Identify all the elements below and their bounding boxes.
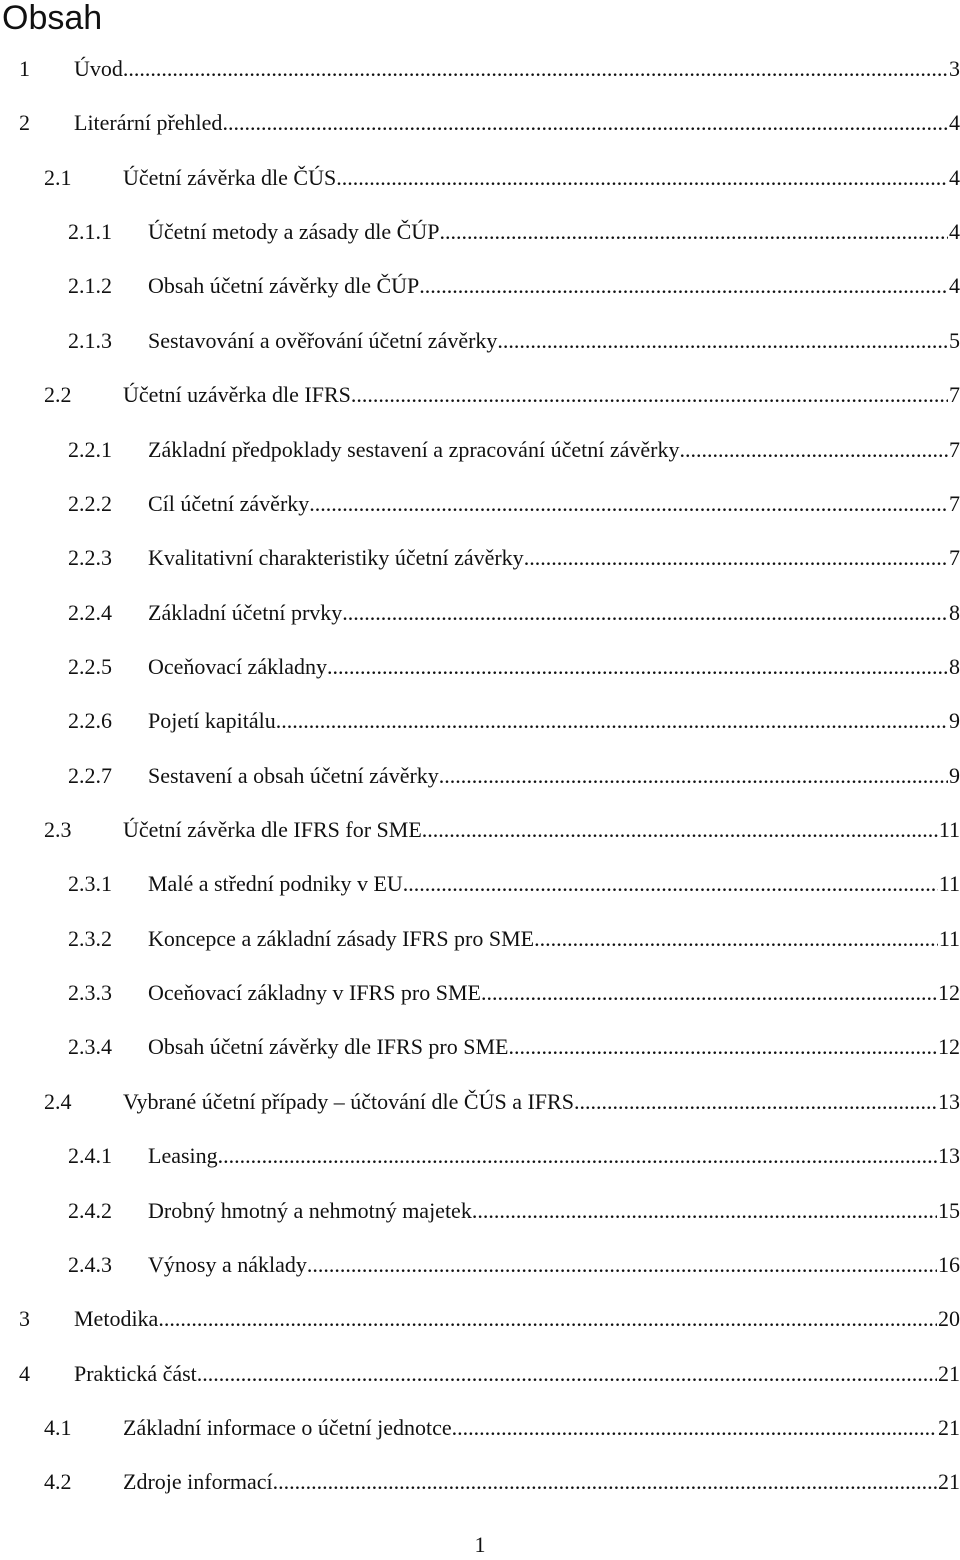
toc-entry-number: 2.2.5	[68, 653, 112, 679]
page-number: 1	[474, 1532, 486, 1557]
toc-entry-body	[74, 1292, 960, 1346]
toc-entry-body	[148, 640, 960, 694]
dot-leader	[336, 151, 948, 205]
toc-entry-title: Metodika	[74, 1306, 159, 1332]
toc-entry[interactable]	[0, 477, 960, 531]
toc-entry[interactable]	[0, 1238, 960, 1292]
table-of-contents	[0, 42, 960, 1510]
toc-entry[interactable]	[0, 259, 960, 313]
toc-entry-body	[148, 1184, 960, 1238]
toc-entry-body	[148, 477, 960, 531]
dot-leader	[524, 531, 948, 585]
toc-entry-title: Malé a střední podniky v EU	[148, 871, 403, 897]
dot-leader	[574, 1075, 937, 1129]
toc-entry-page: 11	[938, 925, 960, 951]
toc-entry-page: 20	[938, 1306, 960, 1332]
toc-entry-body	[123, 151, 960, 205]
toc-entry-body	[123, 803, 960, 857]
toc-entry-body	[123, 1075, 960, 1129]
toc-entry[interactable]	[0, 803, 960, 857]
toc-entry[interactable]	[0, 1347, 960, 1401]
toc-entry-page: 5	[949, 327, 960, 353]
toc-entry-title: Úvod	[74, 56, 123, 81]
toc-entry-number: 4.1	[44, 1414, 72, 1440]
toc-entry-page: 21	[938, 1469, 960, 1495]
toc-entry[interactable]	[0, 1401, 960, 1455]
dot-leader	[309, 477, 948, 531]
toc-entry[interactable]	[0, 42, 960, 96]
toc-entry-body	[148, 423, 960, 477]
toc-entry-body	[148, 857, 960, 911]
toc-entry-page: 11	[938, 871, 960, 897]
toc-entry-page: 12	[938, 1034, 960, 1060]
toc-entry-number: 1	[19, 56, 30, 81]
toc-entry-number: 3	[19, 1306, 30, 1332]
toc-entry-title: Kvalitativní charakteristiky účetní závěrky	[148, 545, 524, 571]
toc-entry-title: Obsah účetní závěrky dle IFRS pro SME	[148, 1034, 509, 1060]
dot-leader	[679, 423, 948, 477]
dot-leader	[422, 803, 938, 857]
dot-leader	[534, 912, 938, 966]
toc-entry-title: Sestavování a ověřování účetní závěrky	[148, 327, 498, 353]
toc-entry-page: 16	[938, 1251, 960, 1277]
dot-leader	[509, 1020, 938, 1074]
toc-entry-number: 2.4.2	[68, 1197, 112, 1223]
dot-leader	[222, 96, 948, 150]
toc-entry-page: 7	[949, 382, 960, 408]
toc-entry[interactable]	[0, 1292, 960, 1346]
dot-leader	[472, 1184, 937, 1238]
toc-entry-title: Základní účetní prvky	[148, 599, 343, 625]
toc-entry-title: Účetní metody a zásady dle ČÚP	[148, 219, 440, 245]
toc-entry[interactable]	[0, 531, 960, 585]
toc-entry[interactable]	[0, 912, 960, 966]
dot-leader	[419, 259, 948, 313]
toc-entry-title: Cíl účetní závěrky	[148, 490, 310, 516]
toc-entry[interactable]	[0, 966, 960, 1020]
toc-entry[interactable]	[0, 857, 960, 911]
toc-entry-number: 2.2.6	[68, 708, 112, 734]
toc-entry-page: 15	[938, 1197, 960, 1223]
toc-entry-title: Drobný hmotný a nehmotný majetek	[148, 1197, 472, 1223]
toc-entry-title: Literární přehled	[74, 110, 223, 136]
toc-entry-title: Oceňovací základny v IFRS pro SME	[148, 980, 481, 1006]
dot-leader	[439, 749, 948, 803]
toc-entry[interactable]	[0, 1075, 960, 1129]
toc-entry-number: 2.3.4	[68, 1034, 112, 1060]
dot-leader	[481, 966, 937, 1020]
toc-entry-body	[148, 1020, 960, 1074]
toc-entry-body	[123, 368, 960, 422]
toc-entry[interactable]	[0, 368, 960, 422]
toc-entry-body	[148, 1238, 960, 1292]
toc-entry-number: 4	[19, 1360, 30, 1386]
toc-entry-number: 2.3.1	[68, 871, 112, 897]
toc-entry[interactable]	[0, 205, 960, 259]
toc-entry-body	[123, 1455, 960, 1509]
toc-entry-page: 11	[938, 817, 960, 843]
toc-entry-body	[74, 96, 960, 150]
dot-leader	[351, 368, 948, 422]
toc-entry-body	[148, 694, 960, 748]
toc-entry-body	[148, 1129, 960, 1183]
toc-entry-page: 13	[938, 1088, 960, 1114]
dot-leader	[158, 1292, 937, 1346]
toc-entry-title: Výnosy a náklady	[148, 1251, 307, 1277]
toc-entry-number: 2.2.3	[68, 545, 112, 571]
toc-entry-number: 2	[19, 110, 30, 136]
toc-entry-number: 2.2.4	[68, 599, 112, 625]
dot-leader	[276, 694, 948, 748]
toc-entry-number: 2.1.2	[68, 273, 112, 299]
toc-entry-body	[148, 749, 960, 803]
toc-entry-body	[148, 912, 960, 966]
toc-entry-body	[148, 586, 960, 640]
dot-leader	[452, 1401, 937, 1455]
toc-entry-body	[123, 1401, 960, 1455]
toc-entry-title: Praktická část	[74, 1360, 197, 1386]
toc-entry[interactable]	[0, 694, 960, 748]
toc-entry-title: Koncepce a základní zásady IFRS pro SME	[148, 925, 535, 951]
toc-entry-number: 2.3	[44, 817, 72, 843]
toc-entry-page: 12	[938, 980, 960, 1006]
toc-entry-title: Účetní závěrka dle ČÚS	[123, 164, 337, 190]
toc-entry-body	[74, 42, 960, 96]
toc-entry-title: Základní předpoklady sestavení a zpracování účetní závěrky	[148, 436, 680, 462]
toc-entry-page: 7	[949, 436, 960, 462]
toc-entry-title: Účetní závěrka dle IFRS for SME	[123, 817, 422, 843]
toc-entry[interactable]	[0, 151, 960, 205]
toc-entry-page: 8	[949, 599, 960, 625]
toc-entry-title: Sestavení a obsah účetní závěrky	[148, 762, 439, 788]
toc-entry-body	[148, 205, 960, 259]
toc-entry[interactable]	[0, 423, 960, 477]
dot-leader	[197, 1347, 937, 1401]
toc-entry-page: 4	[949, 164, 960, 190]
toc-entry-number: 2.1.3	[68, 327, 112, 353]
toc-entry-page: 21	[938, 1360, 960, 1386]
dot-leader	[497, 314, 948, 368]
toc-entry[interactable]	[0, 586, 960, 640]
toc-entry[interactable]	[0, 1020, 960, 1074]
toc-entry-page: 4	[949, 219, 960, 245]
toc-entry[interactable]	[0, 749, 960, 803]
toc-entry-page: 4	[949, 273, 960, 299]
toc-entry-body	[148, 314, 960, 368]
toc-entry[interactable]	[0, 1184, 960, 1238]
toc-entry-page: 13	[938, 1143, 960, 1169]
dot-leader	[342, 586, 948, 640]
toc-entry-page: 9	[949, 708, 960, 734]
toc-entry-body	[148, 531, 960, 585]
toc-entry[interactable]	[0, 640, 960, 694]
toc-entry-number: 2.4.3	[68, 1251, 112, 1277]
dot-leader	[218, 1129, 937, 1183]
dot-leader	[123, 42, 948, 96]
toc-entry-number: 2.1.1	[68, 219, 112, 245]
toc-entry[interactable]	[0, 96, 960, 150]
toc-entry[interactable]	[0, 314, 960, 368]
toc-entry-number: 2.1	[44, 164, 72, 190]
dot-leader	[327, 640, 948, 694]
toc-entry-page: 21	[938, 1414, 960, 1440]
toc-entry-page: 9	[949, 762, 960, 788]
toc-entry-page: 3	[949, 56, 960, 81]
toc-entry-title: Pojetí kapitálu	[148, 708, 276, 734]
toc-entry-body	[148, 966, 960, 1020]
toc-entry-body	[74, 1347, 960, 1401]
dot-leader	[439, 205, 948, 259]
toc-entry-title: Základní informace o účetní jednotce	[123, 1414, 452, 1440]
dot-leader	[273, 1455, 937, 1509]
toc-entry-title: Vybrané účetní případy – účtování dle ČÚS a IFRS	[123, 1088, 574, 1114]
toc-entry-number: 2.3.3	[68, 980, 112, 1006]
toc-entry-number: 2.4.1	[68, 1143, 112, 1169]
toc-entry-number: 2.4	[44, 1088, 72, 1114]
toc-entry-number: 2.2.1	[68, 436, 112, 462]
toc-entry-page: 8	[949, 653, 960, 679]
toc-entry-number: 2.2	[44, 382, 72, 408]
dot-leader	[403, 857, 938, 911]
dot-leader	[307, 1238, 937, 1292]
toc-entry-page: 4	[949, 110, 960, 136]
toc-entry-title: Zdroje informací	[123, 1469, 273, 1495]
toc-entry-title: Leasing	[148, 1143, 218, 1169]
toc-entry-title: Účetní uzávěrka dle IFRS	[123, 382, 351, 408]
toc-entry-page: 7	[949, 490, 960, 516]
page-title: Obsah	[2, 0, 103, 37]
toc-entry[interactable]	[0, 1129, 960, 1183]
toc-entry-number: 4.2	[44, 1469, 72, 1495]
toc-entry-number: 2.2.2	[68, 490, 112, 516]
toc-entry-title: Obsah účetní závěrky dle ČÚP	[148, 273, 420, 299]
toc-entry-body	[148, 259, 960, 313]
toc-entry-number: 2.2.7	[68, 762, 112, 788]
toc-entry-title: Oceňovací základny	[148, 653, 327, 679]
toc-entry-number: 2.3.2	[68, 925, 112, 951]
toc-entry[interactable]	[0, 1455, 960, 1509]
toc-entry-page: 7	[949, 545, 960, 571]
